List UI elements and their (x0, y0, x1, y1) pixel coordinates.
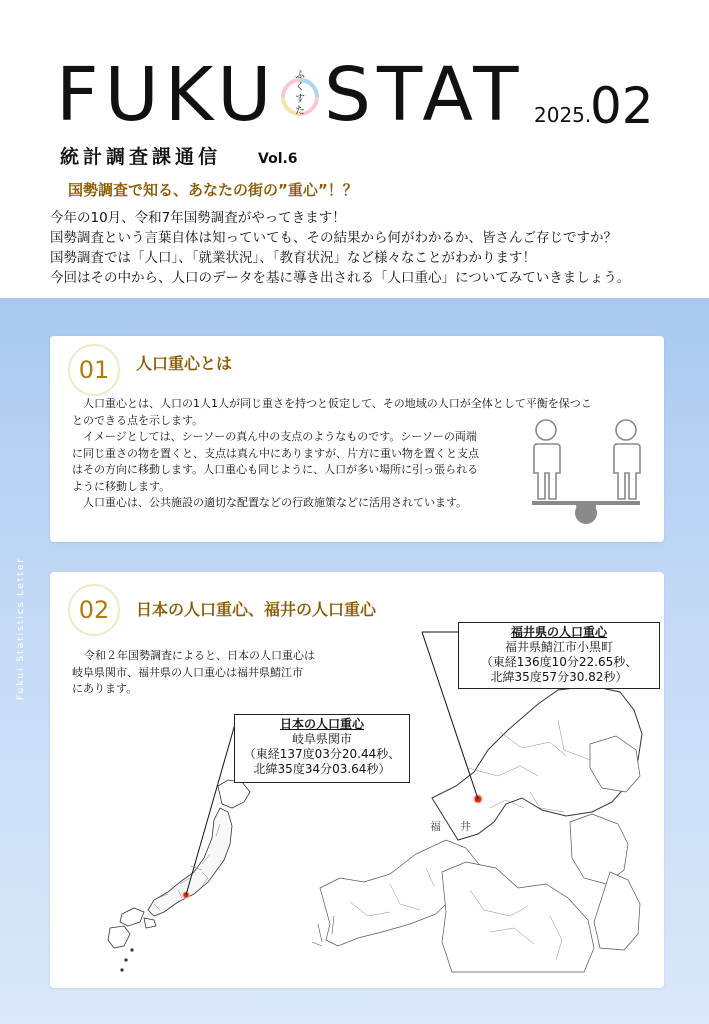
section-1-title: 人口重心とは (136, 354, 233, 373)
headline: 国勢調査で知る、あなたの街の”重心”！？ (68, 181, 358, 199)
seesaw-illustration (526, 418, 646, 526)
intro-line: 国勢調査という言葉自体は知っていても、その結果から何がわかるか、皆さんご存じですか？ (50, 230, 617, 246)
person-left-icon (534, 420, 560, 499)
japan-callout-place: 岐阜県関市 (291, 732, 352, 746)
body-line: とのできる点を示します。 (72, 413, 204, 427)
body-line: 岐阜県関市、福井県の人口重心は福井県鯖江市 (72, 665, 303, 679)
fukui-callout-place: 福井県鯖江市小黒町 (504, 640, 613, 654)
body-line: 人口重心は、公共施設の適切な配置などの行政施策などに活用されています。 (72, 496, 468, 509)
issue-number: 02 (590, 77, 654, 135)
masthead (56, 52, 676, 138)
volume: Vol.6 (258, 151, 298, 167)
intro-line: 今回はその中から、人口のデータを基に導き出される「人口重心」についてみていきましょう。 (50, 270, 631, 286)
body-line: はその方向に移動します。人口重心も同じように、人口が多い場所に引っ張られる (72, 463, 479, 476)
intro-line: 国勢調査では「人口」、「就業状況」、「教育状況」など様々なことがわかります！ (50, 250, 536, 266)
japan-callout-lat: 北緯35度34分03.64秒） (253, 762, 391, 776)
section-2-title: 日本の人口重心、福井の人口重心 (136, 600, 377, 619)
japan-callout-title: 日本の人口重心 (279, 717, 364, 731)
map-label-i: 井 (460, 820, 471, 833)
title-fuku: FUKU (56, 52, 278, 138)
section-2-card (50, 572, 664, 988)
kana-text: ふくすた (295, 70, 305, 117)
japan-callout-lon: （東経137度03分20.44秒、 (243, 747, 401, 761)
body-line: イメージとしては、シーソーの真ん中の支点のようなものです。シーソーの両端 (72, 430, 477, 443)
section-1-card (50, 336, 664, 542)
body-line: 人口重心とは、人口の1人1人が同じ重さを持つと仮定して、その地域の人口が全体として平衡を保つこ (72, 397, 592, 410)
japan-centroid-callout (234, 714, 410, 783)
fukui-callout-title: 福井県の人口重心 (510, 625, 607, 639)
issue-year: 2025. (534, 103, 592, 127)
map-label-fuku: 福 (430, 820, 441, 833)
body-line: に同じ重さの物を置くと、支点は真ん中にありますが、片方に重い物を置くと支点 (72, 446, 479, 460)
fukui-callout-lat: 北緯35度57分30.82秒） (490, 670, 628, 684)
person-right-icon (614, 420, 640, 499)
side-label (16, 686, 26, 700)
body-line: ように移動します。 (72, 479, 171, 493)
japan-map (108, 780, 250, 971)
fukui-centroid-callout (458, 622, 660, 689)
intro-text (50, 208, 690, 288)
section-1-number: 01 (68, 344, 120, 396)
subtitle: 統計調査課通信 (60, 146, 222, 168)
title-stat: STAT (324, 52, 525, 138)
intro-line: 今年の10月、令和7年国勢調査がやってきます！ (50, 210, 346, 226)
body-line: 令和２年国勢調査によると、日本の人口重心は (84, 649, 315, 662)
body-line: にあります。 (72, 682, 138, 695)
fukui-callout-lon: （東経136度10分22.65秒、 (480, 655, 638, 669)
section-2-number: 02 (68, 584, 120, 636)
